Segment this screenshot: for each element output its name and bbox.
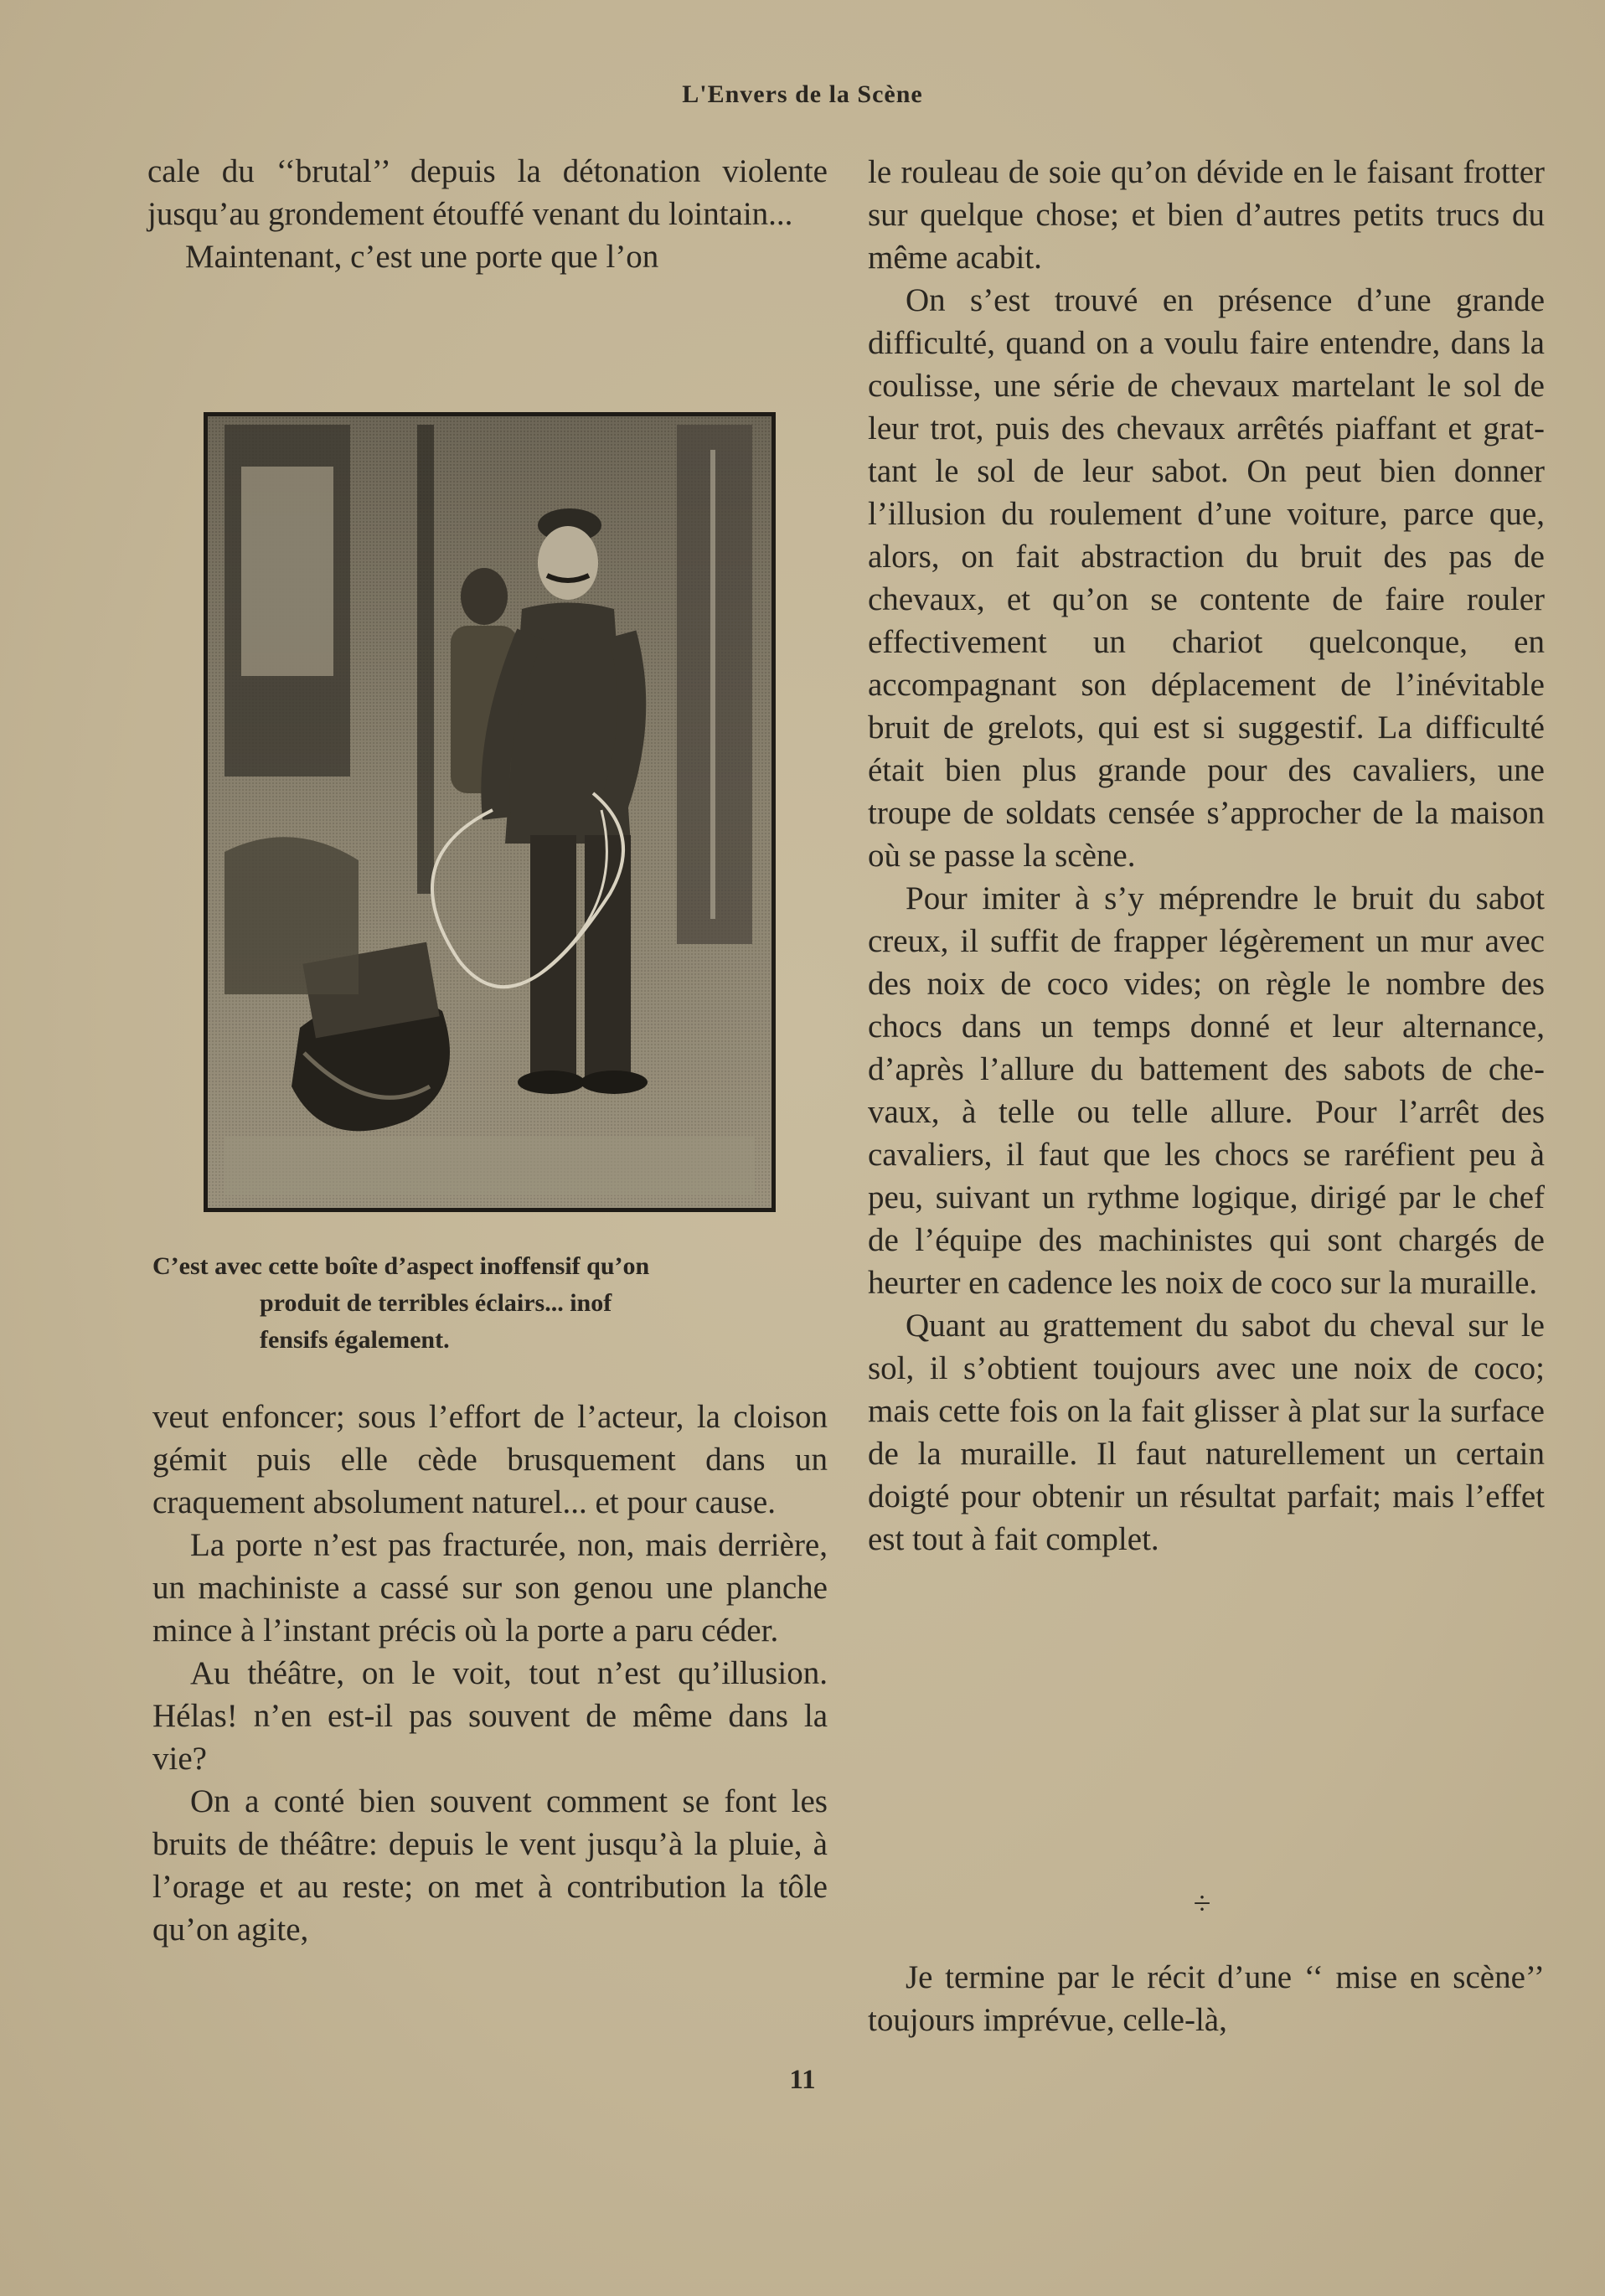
photo-stagehand-with-box bbox=[208, 416, 772, 1208]
running-title: L'Envers de la Scène bbox=[682, 80, 923, 108]
paragraph: On s’est trouvé en présence d’une grande difficulté, quand on a voulu faire entendre, dans la coulisse, une série de chevaux martelant le sol de leur trot, puis des chevaux arrêtés piaffant et grattant le sol de leur sabot. On peut bien donner l’illusion du roulement d’une voiture, parce que, alors, on fait abstraction du bruit des pas de chevaux, et qu’on se contente de faire rouler effectivement un chariot quelconque, en accompagnant son déplacement de l’inévitable bruit de grelots, qui est si suggestif. La difficulté était bien plus grande pour des cavaliers, une troupe de soldats censée s’approcher de la maison où se passe la scène. bbox=[868, 282, 1545, 874]
caption-line: fensifs également. bbox=[260, 1326, 450, 1354]
paragraph: veut enfoncer; sous l’effort de l’acteur, la cloison gémit puis elle cède brusquement dans un craquement absolument naturel... et pour cause. bbox=[152, 1399, 828, 1520]
left-column-bottom bbox=[152, 1396, 828, 1951]
photograph bbox=[204, 412, 776, 1212]
paragraph: le rouleau de soie qu’on dévide en le faisant frotter sur quelque chose; et bien d’autres petits trucs du même acabit. bbox=[868, 154, 1545, 276]
figure-caption bbox=[152, 1248, 823, 1359]
paragraph: La porte n’est pas fracturée, non, mais derrière, un machiniste a cassé sur son genou une planche mince à l’instant précis où la porte a paru céder. bbox=[152, 1527, 828, 1648]
paragraph: Maintenant, c’est une porte que l’on bbox=[185, 239, 659, 275]
section-divider-ornament: ÷ bbox=[1193, 1886, 1211, 1922]
caption-line: C’est avec cette boîte d’aspect inoffensif qu’on bbox=[152, 1252, 650, 1280]
paragraph: On a conté bien souvent comment se font les bruits de théâtre: depuis le vent jusqu’à la pluie, à l’orage et au reste; on met à contribution la tôle qu’on agite, bbox=[152, 1783, 828, 1948]
right-column bbox=[868, 151, 1545, 1561]
caption-line: produit de terribles éclairs... inof bbox=[260, 1289, 612, 1317]
paragraph: Quant au grattement du sabot du cheval sur le sol, il s’obtient toujours avec une noix de coco; mais cette fois on la fait glisser à plat sur la surface de la muraille. Il faut naturellement un certain doigté pour obtenir un résultat parfait; mais l’effet est tout à fait complet. bbox=[868, 1308, 1545, 1557]
paragraph: cale du ‘‘brutal’’ depuis la détonation violente jusqu’au grondement étouffé venant du lointain... bbox=[147, 153, 828, 232]
page-number: 11 bbox=[789, 2065, 816, 2095]
paragraph: Pour imiter à s’y méprendre le bruit du sabot creux, il suffit de frapper légèrement un mur avec des noix de coco vides; on règle le nombre des chocs dans un temps donné et leur alternance, d’après l’allure du battement des sabots de chevaux, à telle ou telle allure. Pour l’arrêt des cavaliers, il faut que les chocs se raréfient peu à peu, suivant un rythme logique, dirigé par le chef de l’équipe des machinistes qui sont chargés de heurter en cadence les noix de coco sur la muraille. bbox=[868, 880, 1545, 1301]
paragraph: Au théâtre, on le voit, tout n’est qu’illusion. Hélas! n’en est-il pas souvent de même dans la vie? bbox=[152, 1655, 828, 1777]
right-column-final bbox=[868, 1956, 1545, 2041]
paragraph: Je termine par le récit d’une ‘‘ mise en scène’’ toujours imprévue, celle-là, bbox=[868, 1959, 1545, 2038]
left-column-top bbox=[147, 150, 828, 278]
